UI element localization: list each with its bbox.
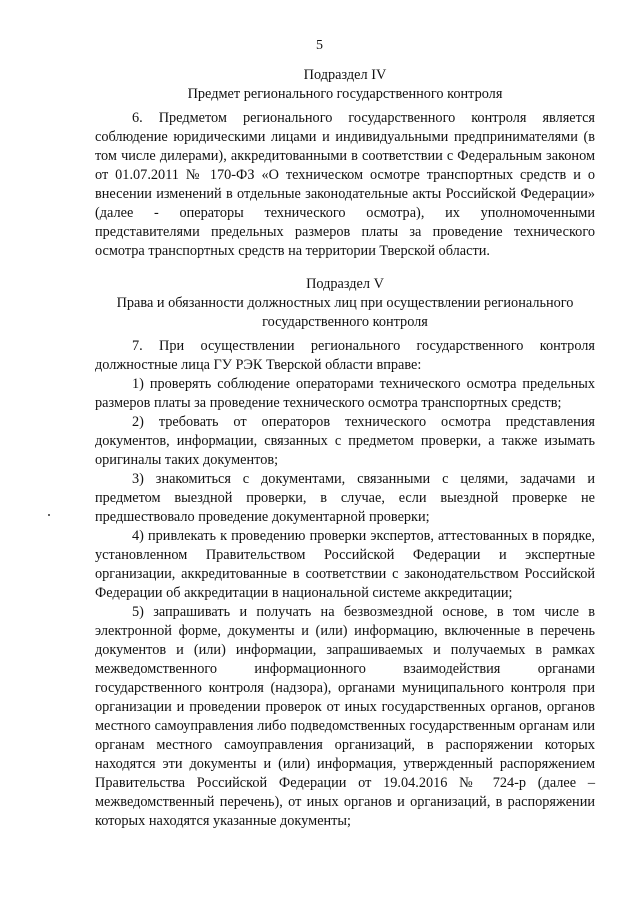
paragraph-6: 6. Предметом регионального государственного контроля является соблюдение юридическими лицами и индивидуальными предпринимателями (в том числе дилерами), аккредитованными в соответствии с Федеральным законом от 01.07.2011 № 170-ФЗ «О техническом осмотре транспортных средств и о внесении изменений в отдельные законодательные акты Российской Федерации» (далее - операторы технического осмотра), их уполномоченными представителями предельных размеров платы за проведение технического осмотра транспортных средств на территории Тверской области. [95,110,595,259]
section-5-subtitle: Права и обязанности должностных лиц при осуществлении регионального государственного контроля [116,295,574,330]
list-item-5: 5) запрашивать и получать на безвозмездной основе, в том числе в электронной форме, документы и (или) информацию, включенные в перечень документов и (или) информации, запрашиваемых и получаемых в рамках межведомственного информационного взаимодействия органами государственного контроля (надзора), органами муниципального контроля при организации и проведении проверок от иных государственных органов, органов местного самоуправления либо подведомственных государственным органам или органам местного самоуправления организаций, в распоряжении которых находятся эти документы и (или) информация, утвержденный распоряжением Правительства Российской Федерации от 19.04.2016 № 724-р (далее – межведомственный перечень), от иных органов и организаций, в распоряжении которых находятся указанные документы; [95,604,595,829]
section-4-subtitle: Предмет регионального государственного контроля [187,86,503,102]
scan-artifact-dot [48,514,50,516]
paragraph-7: 7. При осуществлении регионального государственного контроля должностные лица ГУ РЭК Тверской области вправе: [95,338,595,373]
section-4-title: Подраздел IV [303,67,387,83]
list-item-1: 1) проверять соблюдение операторами технического осмотра предельных размеров платы за проведение технического осмотра транспортных средств; [95,376,595,411]
document-body [95,66,595,831]
page-number: 5 [316,38,323,53]
list-item-3: 3) знакомиться с документами, связанными с целями, задачами и предметом выездной проверки, в случае, если выездной проверке не предшествовало проведение документарной проверки; [95,471,595,525]
section-5-title: Подраздел V [306,276,384,292]
list-item-2: 2) требовать от операторов технического осмотра представления документов, информации, связанных с предметом проверки, а также изымать оригиналы таких документов; [95,414,595,468]
spacer [95,261,595,275]
list-item-4: 4) привлекать к проведению проверки экспертов, аттестованных в порядке, установленном Правительством Российской Федерации и экспертные организации, аккредитованные в соответствии с законодательством Российской Федерации об аккредитации в национальной системе аккредитации; [95,528,595,601]
